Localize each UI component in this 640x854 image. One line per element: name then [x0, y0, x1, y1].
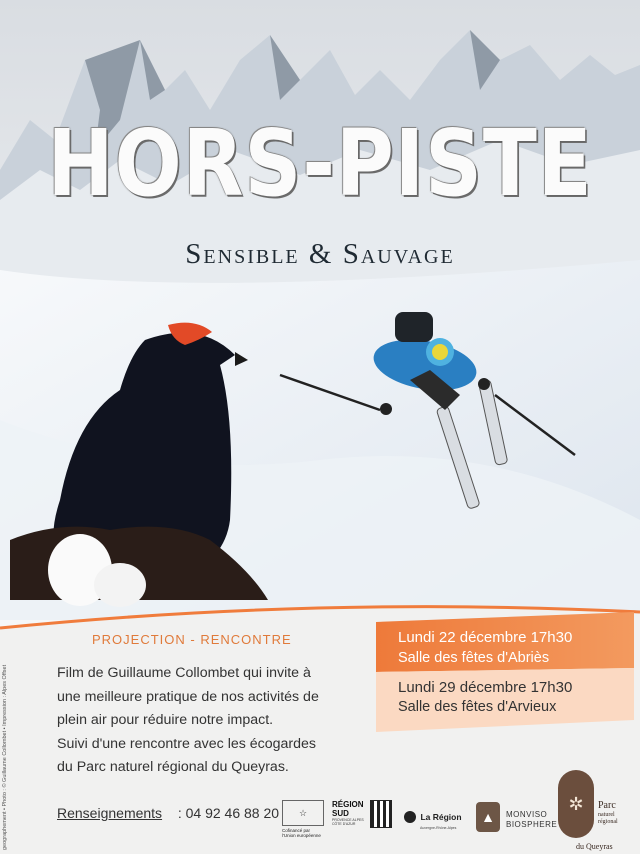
- la-region-logo: La Région Auvergne-Rhône-Alpes: [404, 808, 474, 830]
- description-line: Film de Guillaume Collombet qui invite à: [57, 665, 311, 681]
- eu-flag-icon: ☆: [282, 800, 324, 826]
- description-line: une meilleure pratique de nos activités de: [57, 688, 319, 705]
- description-line: du Parc naturel régional du Queyras.: [57, 759, 289, 775]
- photo-credit: geographement • Photo : © Guillaume Collombet • Impression : Alpes Offset: [2, 664, 8, 850]
- monviso-mountain-icon: ▲: [476, 802, 500, 832]
- region-sud-logo: RÉGION SUD PROVENCE ALPES CÔTE D'AZUR: [332, 800, 394, 826]
- region-sud-crest-icon: [370, 800, 392, 828]
- contact-label: Renseignements: [57, 805, 163, 821]
- poster: HORS-PISTE Sensible & Sauvage geographement • Photo : © Guillaume Collombet • Impression : Alpes Offset PROJECTION - RENCONTRE Film de Guillaume Collombet qui invite à une meilleure pratique de nos activités de plein air pour réduire notre impact. Suivi d'une rencontre avec les écogardes du Parc naturel régional du Queyras. Lundi 22 décembre 17h30 Salle des fêtes d'Abriès Lundi 29 décembre 17h30 Salle des fêtes d'Arvieux Renseignements : 04 92 46 88 20 ☆ Cofinancé par l'Union européenne RÉGION SUD PROVENCE ALPES CÔTE D'AZUR La Région Auvergne-Rhône-Alpes ▲ MONVISO BIOSPHERE ✲ Parc naturel régional du Queyras: [0, 0, 640, 854]
- contact-info: [57, 805, 279, 821]
- description-line: Suivi d'une rencontre avec les écogardes: [57, 735, 317, 752]
- poster-subtitle: Sensible & Sauvage: [185, 238, 455, 270]
- contact-phone-link[interactable]: : 04 92 46 88 20: [177, 805, 280, 821]
- poster-title: HORS-PISTE: [47, 110, 593, 217]
- eu-logo: ☆ Cofinancé par l'Union européenne: [282, 800, 322, 838]
- projection-label: PROJECTION - RENCONTRE: [92, 632, 292, 647]
- film-description: [57, 662, 377, 780]
- session-1-date: Lundi 22 décembre 17h30: [398, 629, 573, 646]
- session-2-place: Salle des fêtes d'Arvieux: [398, 699, 557, 715]
- session-1-place: Salle des fêtes d'Abriès: [398, 650, 550, 666]
- description-line: plein air pour réduire notre impact.: [57, 712, 274, 728]
- region-dot-icon: [404, 811, 416, 823]
- parc-emblem-icon: ✲: [558, 770, 594, 838]
- session-2-date: Lundi 29 décembre 17h30: [398, 679, 573, 696]
